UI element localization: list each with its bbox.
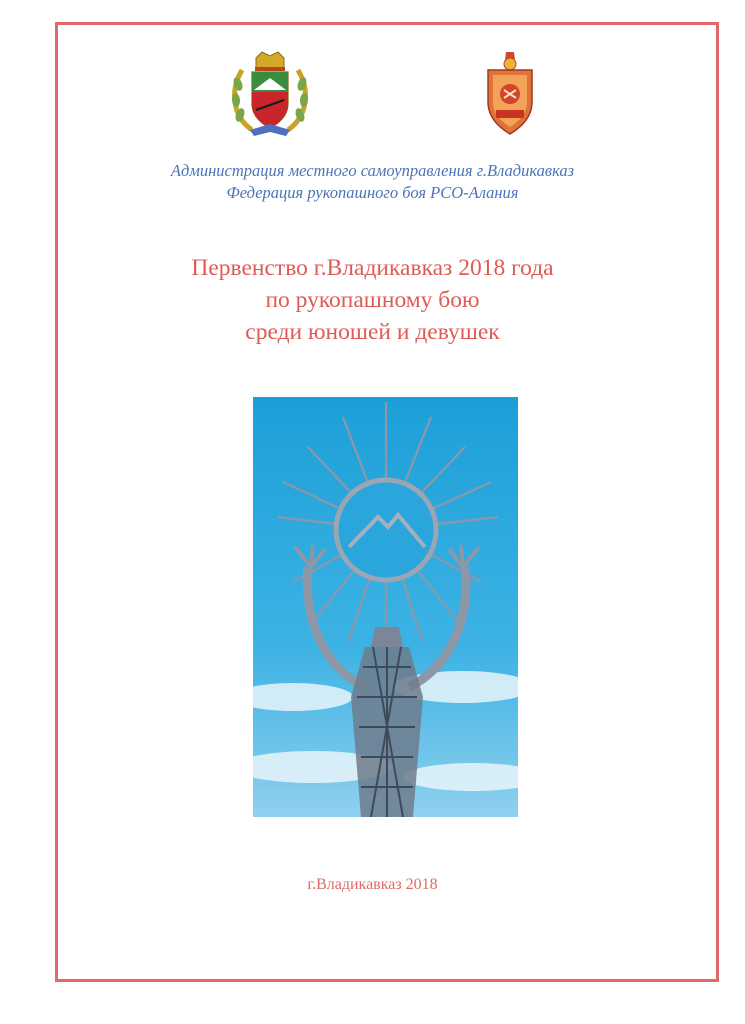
vladikavkaz-coat-of-arms-icon	[228, 50, 312, 138]
title-line-2: по рукопашному бою	[265, 287, 480, 313]
title-line-3: среди юношей и девушек	[245, 319, 500, 345]
monument-photo	[253, 397, 518, 817]
organizer-lines	[0, 160, 745, 204]
hand-to-hand-federation-shield-icon	[482, 50, 538, 136]
organizer-federation: Федерация рукопашного боя РСО-Алания	[226, 183, 519, 202]
organizer-administration: Администрация местного самоуправления г.Владикавказ	[170, 161, 575, 180]
document-title	[0, 252, 745, 348]
title-line-1: Первенство г.Владикавказ 2018 года	[191, 255, 554, 281]
footer-city-year: г.Владикавказ 2018	[307, 876, 438, 893]
